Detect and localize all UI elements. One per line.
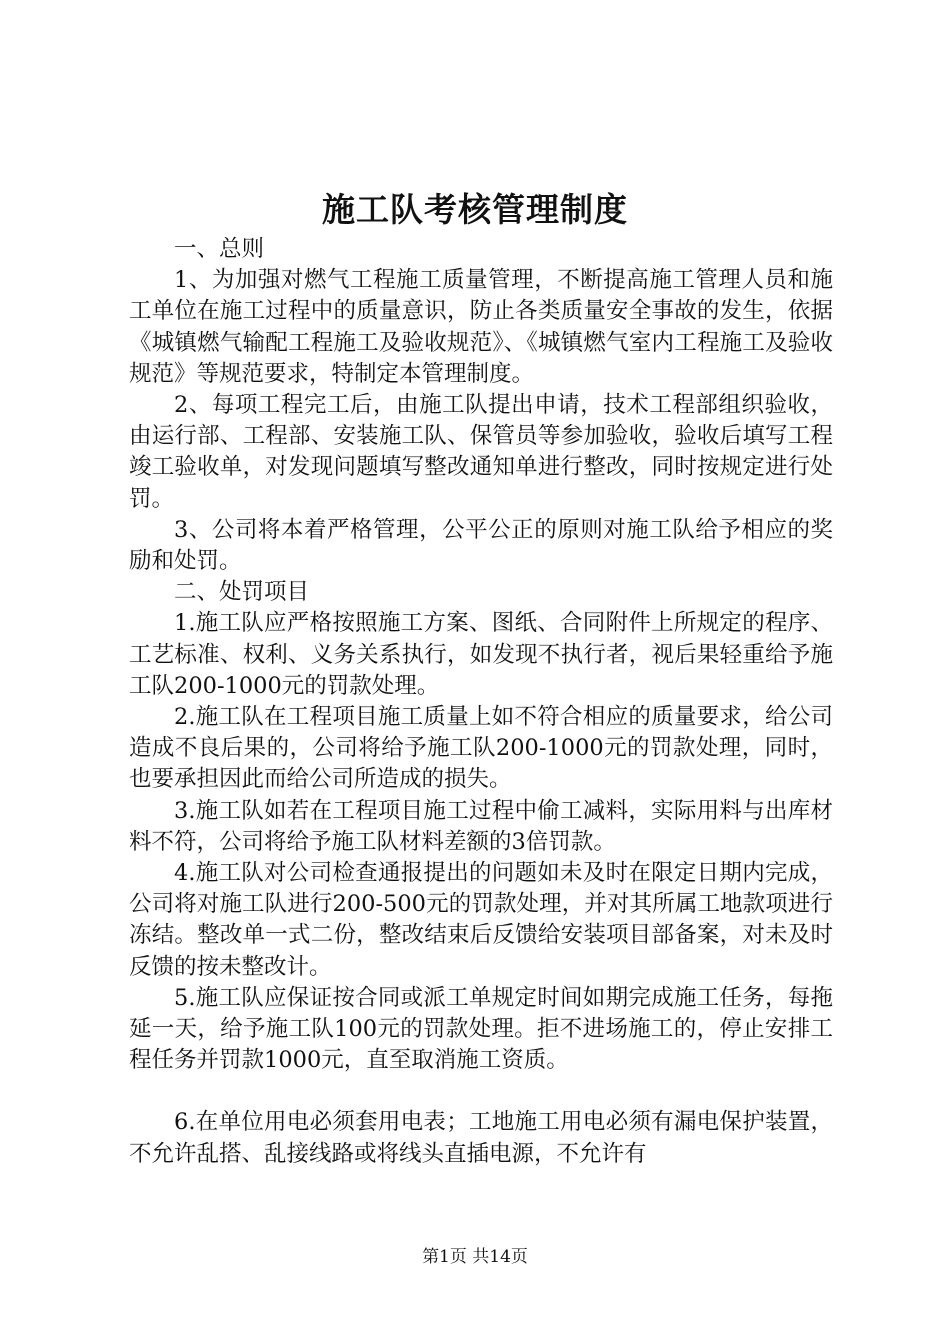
page-number: 第1页 共14页 [422,1247,528,1267]
paragraph: 1.施工队应严格按照施工方案、图纸、合同附件上所规定的程序、工艺标准、权利、义务关系执行，如发现不执行者，视后果轻重给予施工队200-1000元的罚款处理。 [129,610,833,699]
paragraph: 2.施工队在工程项目施工质量上如不符合相应的质量要求，给公司造成不良后果的，公司将给予施工队200-1000元的罚款处理，同时，也要承担因此而给公司所造成的损失。 [129,704,833,793]
section-heading-penalties: 二、处罚项目 [174,579,310,606]
paragraph: 6.在单位用电必须套用电表；工地施工用电必须有漏电保护装置，不允许乱搭、乱接线路或将线头直插电源，不允许有 [129,1109,833,1167]
paragraph: 3、公司将本着严格管理，公平公正的原则对施工队给予相应的奖励和处罚。 [129,516,833,575]
paragraph: 2、每项工程完工后，由施工队提出申请，技术工程部组织验收，由运行部、工程部、安装施工队、保管员等参加验收，验收后填写工程竣工验收单，对发现问题填写整改通知单进行整改，同时按规定进行处罚。 [129,392,833,512]
document-title: 施工队考核管理制度 [322,190,628,229]
paragraph: 4.施工队对公司检查通报提出的问题如未及时在限定日期内完成，公司将对施工队进行200-500元的罚款处理，并对其所属工地款项进行冻结。整改单一式二份，整改结束后反馈给安装项目部备案，对未及时反馈的按未整改计。 [129,860,833,980]
paragraph: 5.施工队应保证按合同或派工单规定时间如期完成施工任务，每拖延一天，给予施工队100元的罚款处理。拒不进场施工的，停止安排工程任务并罚款1000元，直至取消施工资质。 [129,984,833,1074]
section-heading-general: 一、总则 [174,236,265,262]
paragraph: 3.施工队如若在工程项目施工过程中偷工减料，实际用料与出库材料不符，公司将给予施工队材料差额的3倍罚款。 [129,797,833,855]
paragraph: 1、为加强对燃气工程施工质量管理，不断提高施工管理人员和施工单位在施工过程中的质量意识，防止各类质量安全事故的发生，依据《城镇燃气输配工程施工及验收规范》、《城镇燃气室内工程施工及验收规范》等规范要求，特制定本管理制度。 [129,267,833,387]
document-body [129,234,833,1170]
